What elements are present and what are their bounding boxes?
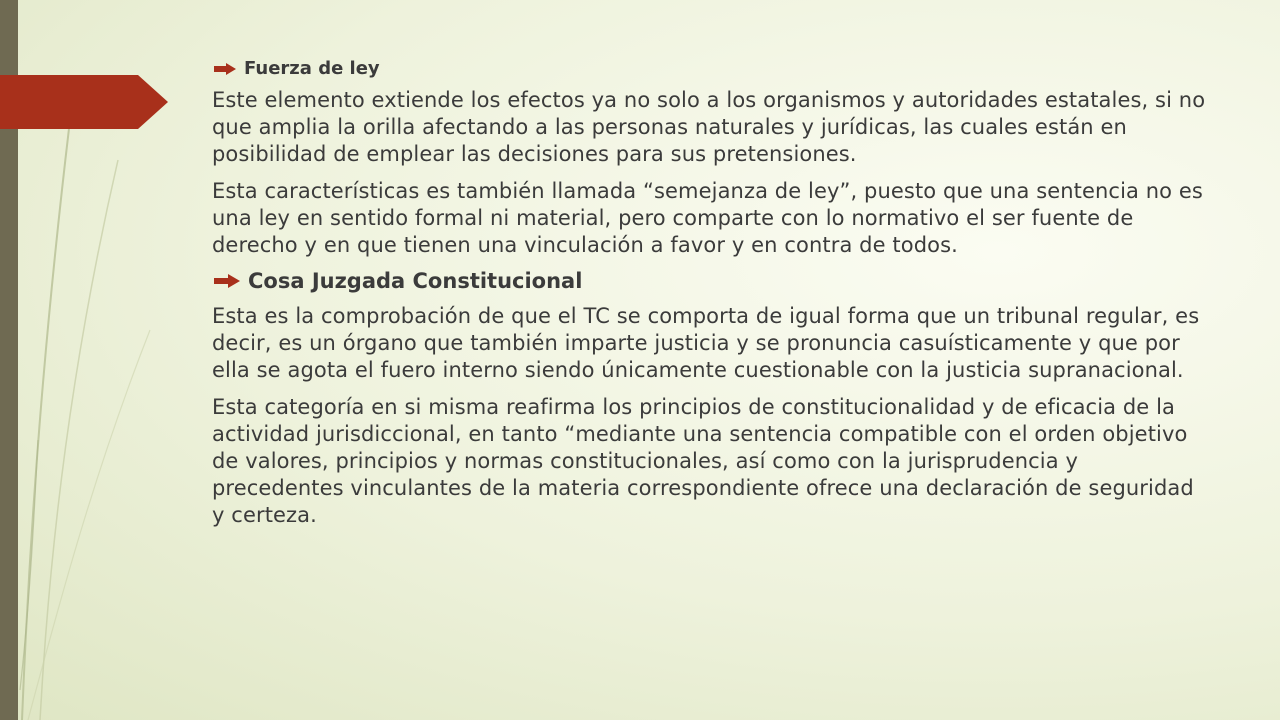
paragraph-4: Esta categoría en si misma reafirma los principios de constitucionalidad y de eficacia de la actividad jurisdiccional, en tanto “mediante una sentencia compatible con el orden objetivo de valores, principios y normas constitucionales, así como con la jurisprudencia y precedentes vinculantes de la materia correspondiente ofrece una declaración de seguridad y certeza. (212, 395, 1194, 527)
bullet-cosa-juzgada (212, 269, 1212, 293)
bullet-heading-1: Fuerza de ley (244, 58, 380, 79)
bullet-fuerza-de-ley (214, 58, 1212, 79)
bullet-heading-2: Cosa Juzgada Constitucional (248, 269, 583, 293)
slide-content (212, 58, 1212, 539)
paragraph-2: Esta características es también llamada “semejanza de ley”, puesto que una sentencia no es una ley en sentido formal ni material, pero comparte con lo normativo el ser fuente de derecho y en que tienen una vinculación a favor y en contra de todos. (212, 179, 1203, 257)
paragraph-1: Este elemento extiende los efectos ya no solo a los organismos y autoridades estatales, si no que amplia la orilla afectando a las personas naturales y jurídicas, las cuales están en posibilidad de emplear las decisiones para sus pretensiones. (212, 88, 1206, 166)
accent-arrow-tab (0, 75, 168, 129)
arrow-right-icon (214, 63, 236, 75)
arrow-right-icon (214, 274, 240, 288)
paragraph-3: Esta es la comprobación de que el TC se comporta de igual forma que un tribunal regular, es decir, es un órgano que también imparte justicia y se pronuncia casuísticamente y que por ella se agota el fuero interno siendo únicamente cuestionable con la justicia supranacional. (212, 304, 1200, 382)
